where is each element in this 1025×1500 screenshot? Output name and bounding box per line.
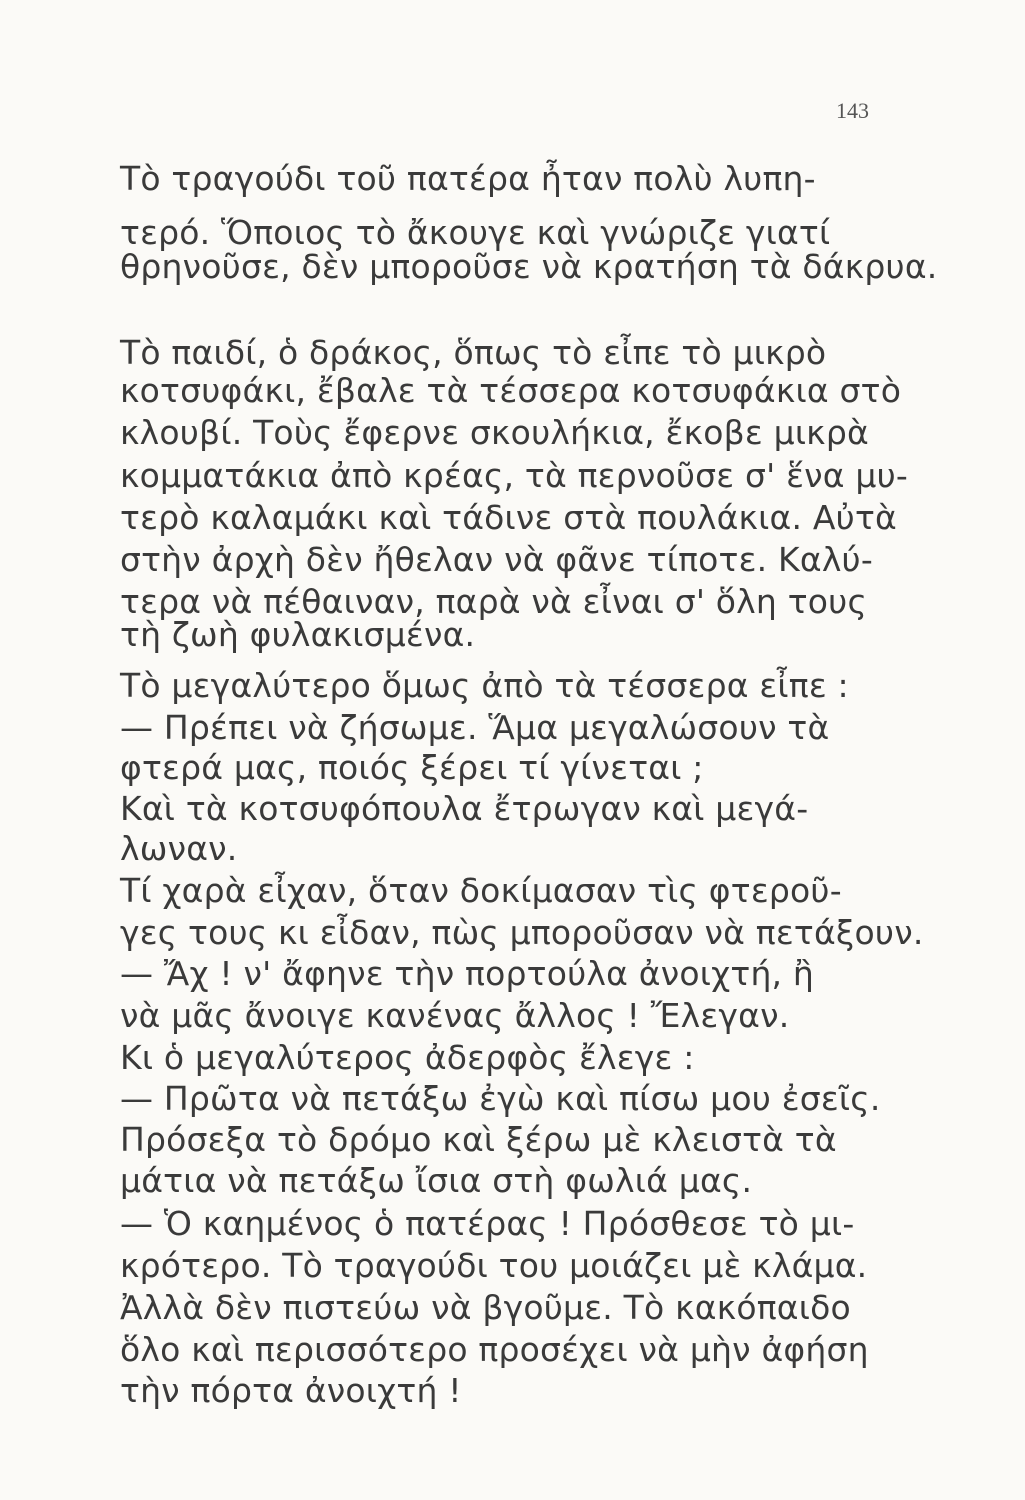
text-line: μάτια νὰ πετάξω ἴσια στὴ φωλιά μας. (120, 1161, 753, 1200)
text-line: στὴν ἀρχὴ δὲν ἤθελαν νὰ φᾶνε τίποτε. Καλύ- (120, 540, 873, 579)
text-line: φτερά μας, ποιός ξέρει τί γίνεται ; (120, 748, 704, 787)
text-line: κομματάκια ἀπὸ κρέας, τὰ περνοῦσε σ' ἕνα μυ- (120, 456, 909, 495)
text-line: — Πρέπει νὰ ζήσωμε. Ἅμα μεγαλώσουν τὰ (120, 708, 830, 747)
text-line: Τί χαρὰ εἶχαν, ὅταν δοκίμασαν τὶς φτεροῦ- (120, 871, 842, 910)
text-line: θρηνοῦσε, δὲν μποροῦσε νὰ κρατήση τὰ δάκρυα. (120, 247, 938, 286)
text-line: τὴ ζωὴ φυλακισμένα. (120, 615, 476, 654)
text-line: Πρόσεξα τὸ δρόμο καὶ ξέρω μὲ κλειστὰ τὰ (120, 1120, 837, 1159)
text-line: Ἀλλὰ δὲν πιστεύω νὰ βγοῦμε. Τὸ κακόπαιδο (120, 1288, 851, 1327)
text-line: τερό. Ὅποιος τὸ ἄκουγε καὶ γνώριζε γιατί (120, 213, 831, 252)
text-line: κλουβί. Τοὺς ἔφερνε σκουλήκια, ἔκοβε μικρὰ (120, 413, 869, 452)
text-line: νὰ μᾶς ἄνοιγε κανένας ἄλλος ! Ἔλεγαν. (120, 996, 790, 1035)
text-line: — Ὁ καημένος ὁ πατέρας ! Πρόσθεσε τὸ μι- (120, 1204, 855, 1243)
text-line: Καὶ τὰ κοτσυφόπουλα ἔτρωγαν καὶ μεγά- (120, 789, 809, 828)
text-line: Τὸ μεγαλύτερο ὅμως ἀπὸ τὰ τέσσερα εἶπε : (120, 666, 849, 705)
text-line: Τὸ παιδί, ὁ δράκος, ὅπως τὸ εἶπε τὸ μικρὸ (120, 333, 827, 372)
text-line: Κι ὁ μεγαλύτερος ἀδερφὸς ἔλεγε : (120, 1038, 695, 1077)
text-line: γες τους κι εἶδαν, πὼς μποροῦσαν νὰ πετάξουν. (120, 913, 924, 952)
text-line: Τὸ τραγούδι τοῦ πατέρα ἦταν πολὺ λυπη- (120, 159, 816, 198)
text-line: τερα νὰ πέθαιναν, παρὰ νὰ εἶναι σ' ὅλη τους (120, 582, 868, 621)
text-line: ὅλο καὶ περισσότερο προσέχει νὰ μὴν ἀφήση (120, 1330, 869, 1369)
text-line: τὴν πόρτα ἀνοιχτή ! (120, 1371, 462, 1410)
page-number: 143 (836, 98, 869, 123)
text-line: λωναν. (120, 829, 238, 868)
text-line: — Πρῶτα νὰ πετάξω ἐγὼ καὶ πίσω μου ἐσεῖς. (120, 1079, 881, 1118)
text-line: κρότερο. Τὸ τραγούδι του μοιάζει μὲ κλάμα. (120, 1246, 868, 1285)
text-line: τερὸ καλαμάκι καὶ τάδινε στὰ πουλάκια. Αὐτὰ (120, 498, 897, 537)
text-line: — Ἄχ ! ν' ἄφηνε τὴν πορτούλα ἀνοιχτή, ἢ (120, 954, 815, 993)
text-line: κοτσυφάκι, ἔβαλε τὰ τέσσερα κοτσυφάκια στὸ (120, 371, 902, 410)
